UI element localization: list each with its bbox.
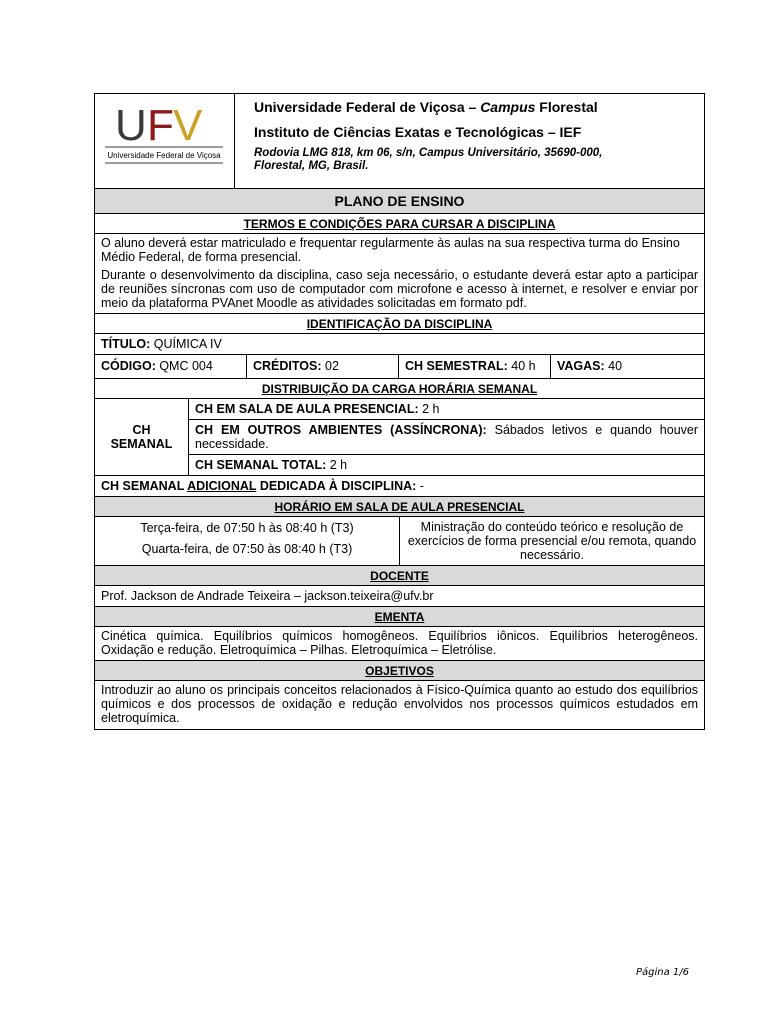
syllabus-heading: EMENTA	[95, 606, 704, 626]
ufv-logo	[95, 94, 235, 188]
teacher-info: Prof. Jackson de Andrade Teixeira – jackson.teixeira@ufv.br	[95, 585, 704, 606]
document-header	[95, 94, 704, 188]
total-weekly-hours: CH SEMANAL TOTAL: 2 h	[189, 454, 704, 475]
logo-letter-v: V	[173, 101, 203, 150]
syllabus-text: Cinética química. Equilíbrios químicos homogêneos. Equilíbrios iônicos. Equilíbrios heterogêneos. Oxidação e redução. Eletroquímica – Pilhas. Eletroquímica – Eletrólise.	[95, 626, 704, 660]
schedule-table	[95, 516, 704, 565]
course-vacancies: VAGAS: 40	[557, 359, 623, 373]
objectives-heading: OBJETIVOS	[95, 660, 704, 680]
terms-heading: TERMOS E CONDIÇÕES PARA CURSAR A DISCIPLINA	[95, 213, 704, 233]
class-day-1: Terça-feira, de 07:50 h às 08:40 h (T3)	[140, 521, 354, 535]
terms-body	[95, 233, 704, 313]
logo-letter-f: F	[147, 101, 174, 150]
course-title-row: TÍTULO: QUÍMICA IV	[95, 333, 704, 354]
schedule-note: Ministração do conteúdo teórico e resolução de exercícios de forma presencial e/ou remota, quando necessário.	[407, 520, 697, 562]
plan-title: PLANO DE ENSINO	[95, 188, 704, 213]
workload-heading: DISTRIBUIÇÃO DA CARGA HORÁRIA SEMANAL	[95, 378, 704, 398]
in-class-hours: CH EM SALA DE AULA PRESENCIAL: 2 h	[195, 402, 440, 416]
course-code: CÓDIGO: QMC 004	[95, 355, 247, 378]
weekly-hours-label: CH SEMANAL	[95, 399, 189, 475]
terms-paragraph-2: Durante o desenvolvimento da disciplina, caso seja necessário, o estudante deverá estar apto a participar de reuniões síncronas com uso de computador com microfone e acesso à internet, e resolver e enviar por meio da plataforma PVAnet Moodle as atividades solicitadas em formato pdf.	[101, 268, 698, 310]
course-plan-table	[94, 93, 705, 730]
institution-address: Rodovia LMG 818, km 06, s/n, Campus Universitário, 35690-000, Florestal, MG, Brasil.	[254, 147, 603, 172]
teacher-heading: DOCENTE	[95, 565, 704, 585]
additional-hours-row: CH SEMANAL ADICIONAL DEDICADA À DISCIPLINA: -	[95, 475, 704, 496]
university-name: Universidade Federal de Viçosa – Campus Florestal	[254, 99, 598, 115]
course-semester-hours: CH SEMESTRAL: 40 h	[399, 355, 551, 378]
institute-name: Instituto de Ciências Exatas e Tecnológicas – IEF	[254, 124, 582, 140]
page-number: Página 1/6	[636, 967, 690, 978]
async-hours: CH EM OUTROS AMBIENTES (ASSÍNCRONA): Sábados letivos e quando houver necessidade.	[189, 419, 704, 454]
logo-letter-u: U	[115, 101, 147, 150]
class-days	[95, 517, 400, 565]
ufv-logo-image	[101, 100, 227, 172]
course-credits: CRÉDITOS: 02	[247, 355, 399, 378]
identification-heading: IDENTIFICAÇÃO DA DISCIPLINA	[95, 313, 704, 333]
logo-caption: Universidade Federal de Viçosa	[107, 151, 221, 160]
terms-paragraph-1: O aluno deverá estar matriculado e frequentar regularmente às aulas na sua respectiva turma do Ensino Médio Federal, de forma presencial.	[101, 236, 680, 264]
class-day-2: Quarta-feira, de 07:50 às 08:40 h (T3)	[141, 542, 353, 556]
objectives-text: Introduzir ao aluno os principais conceitos relacionados à Físico-Química quanto ao estudo dos equilíbrios químicos e dos processos de oxidação e redução envolvidos nos processos químicos estudados em eletroquímica.	[95, 680, 704, 729]
workload-details	[189, 399, 704, 475]
workload-table	[95, 398, 704, 475]
course-info-row	[95, 354, 704, 378]
institution-info	[235, 94, 602, 188]
schedule-heading: HORÁRIO EM SALA DE AULA PRESENCIAL	[95, 496, 704, 516]
